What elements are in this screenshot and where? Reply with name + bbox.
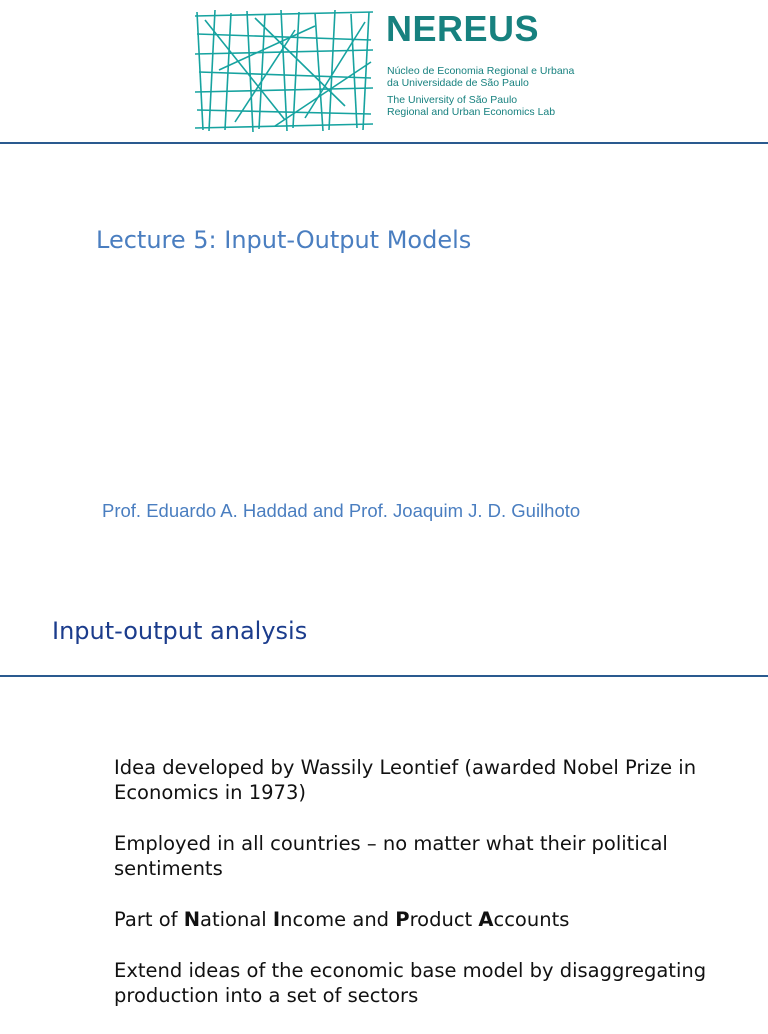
bullet-nipa bbox=[114, 907, 734, 932]
nipa-text: ccounts bbox=[493, 908, 570, 931]
nipa-text: ncome and bbox=[280, 908, 396, 931]
nipa-text: Part of bbox=[114, 908, 184, 931]
header-divider bbox=[0, 142, 768, 144]
brand-line-1: Núcleo de Economia Regional e Urbana bbox=[387, 65, 575, 77]
brand-line-4: Regional and Urban Economics Lab bbox=[387, 106, 556, 118]
brand-line-3: The University of São Paulo bbox=[387, 94, 518, 106]
nipa-p: P bbox=[395, 908, 410, 931]
bullet-list bbox=[114, 755, 734, 1034]
bullet-economic-base: Extend ideas of the economic base model by disaggregating production into a set of sectors bbox=[114, 959, 707, 1007]
slide-title: Input-output analysis bbox=[52, 617, 308, 645]
brand-name: NEREUS bbox=[386, 8, 540, 49]
nipa-text: ational bbox=[200, 908, 273, 931]
nipa-a: A bbox=[478, 908, 494, 931]
nipa-n: N bbox=[183, 908, 201, 931]
nereus-logo-icon bbox=[195, 10, 375, 132]
nipa-i: I bbox=[272, 908, 281, 931]
slide-title-divider bbox=[0, 675, 768, 677]
bullet-leontief: Idea developed by Wassily Leontief (awarded Nobel Prize in Economics in 1973) bbox=[114, 756, 697, 804]
bullet-countries: Employed in all countries – no matter what their political sentiments bbox=[114, 832, 668, 880]
lecture-title: Lecture 5: Input-Output Models bbox=[96, 226, 472, 254]
nipa-text: roduct bbox=[409, 908, 479, 931]
authors: Prof. Eduardo A. Haddad and Prof. Joaquim J. D. Guilhoto bbox=[102, 500, 581, 521]
brand-line-2: da Universidade de São Paulo bbox=[387, 77, 529, 89]
